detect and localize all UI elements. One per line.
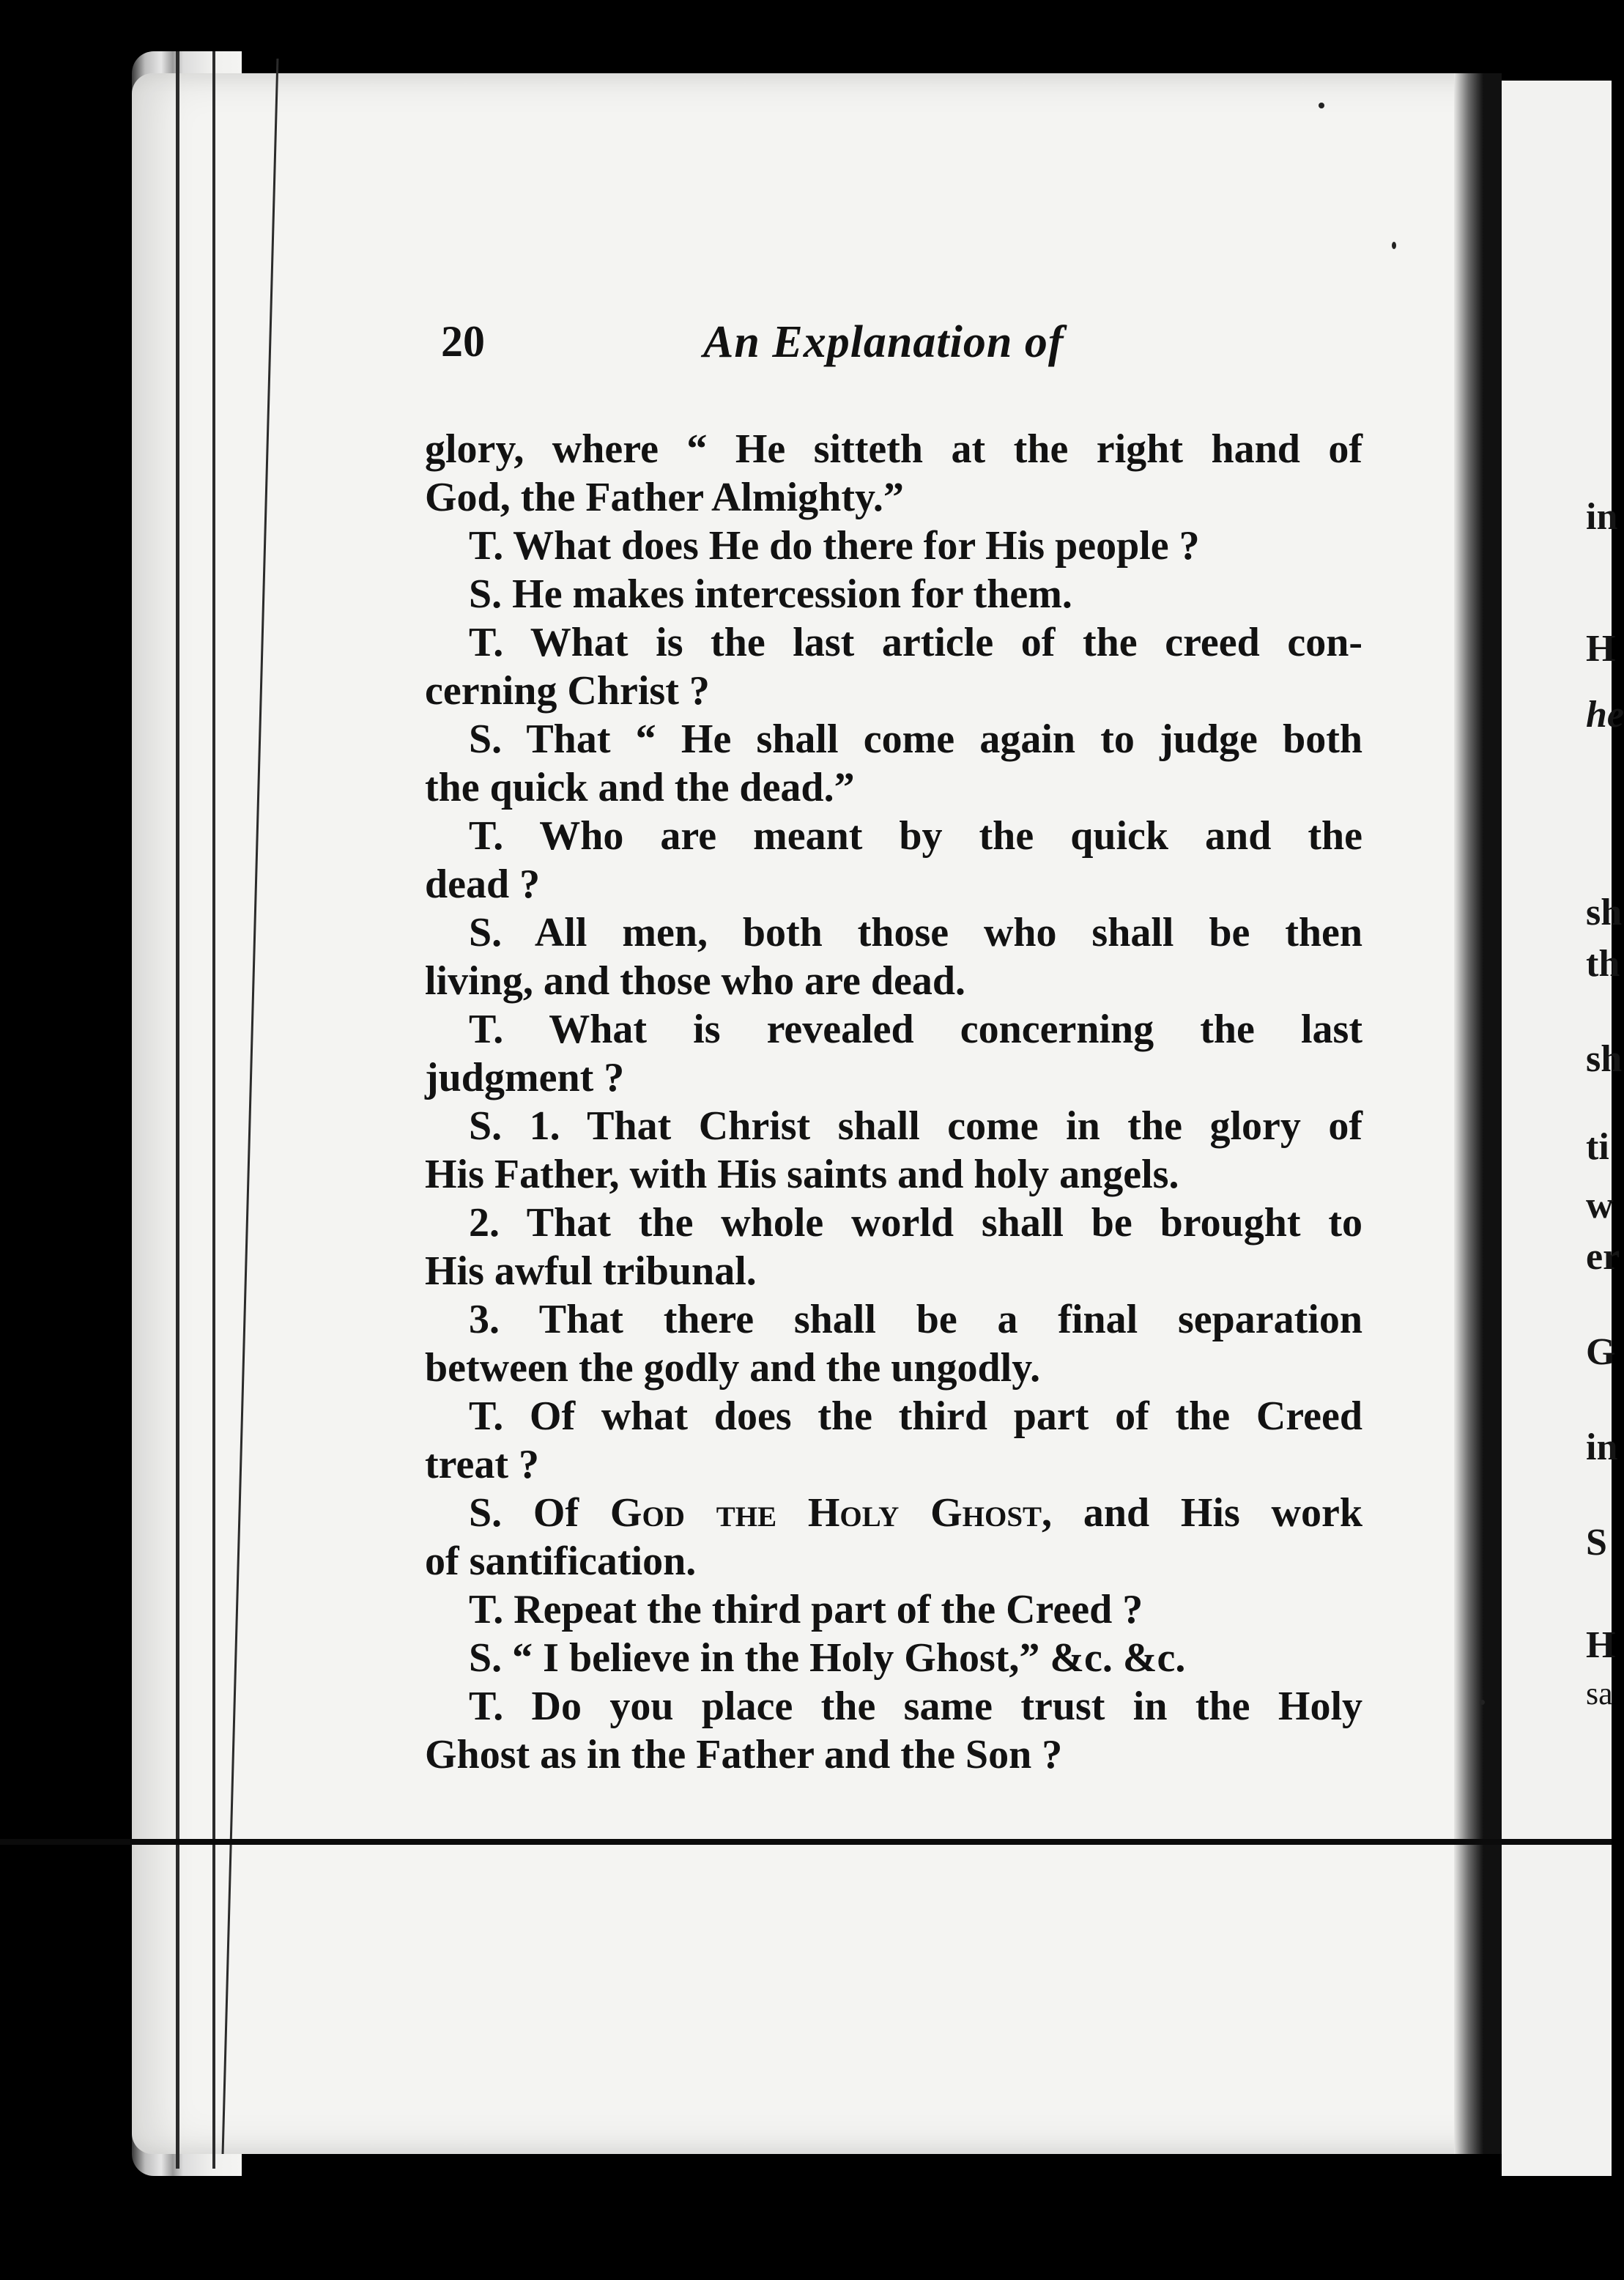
text-line: the quick and the dead.”	[425, 765, 855, 810]
facing-page-fragment: sa	[1586, 1676, 1613, 1711]
page-number: 20	[441, 317, 485, 366]
text-line: S. 1. That Christ shall come in the glory of	[469, 1103, 1362, 1149]
text-line: 2. That the whole world shall be brought to	[469, 1200, 1362, 1246]
text-line: T. Who are meant by the quick and the	[469, 813, 1362, 859]
text-line: 3. That there shall be a final separation	[469, 1297, 1362, 1342]
text-line: T. Do you place the same trust in the Holy	[469, 1684, 1362, 1729]
facing-page-fragment: sh	[1586, 1038, 1623, 1080]
text-line: treat ?	[425, 1442, 539, 1487]
text-line: S. All men, both those who shall be then	[469, 910, 1362, 955]
text-line: living, and those who are dead.	[425, 958, 965, 1004]
facing-page-fragment: H	[1586, 628, 1616, 670]
text-line: cerning Christ ?	[425, 668, 710, 714]
body-text	[425, 425, 1362, 1779]
text-line	[425, 1489, 1362, 1537]
text-line: S. He makes intercession for them.	[469, 571, 1072, 617]
text-line: dead ?	[425, 862, 541, 907]
facing-page-fragment: S	[1586, 1522, 1607, 1563]
text-line: S. “ I believe in the Holy Ghost,” &c. &c.	[469, 1635, 1186, 1681]
text-line: T. What does He do there for His people ?	[469, 523, 1200, 569]
small-caps-span: God the Holy Ghost	[609, 1490, 1042, 1536]
facing-page-fragment: ti	[1586, 1126, 1609, 1168]
text-span: , and His work	[1042, 1490, 1362, 1536]
text-line: S. That “ He shall come again to judge both	[469, 717, 1362, 762]
facing-page-fragment: in	[1586, 1426, 1618, 1468]
facing-page-fragment: th	[1586, 943, 1620, 985]
facing-page-fragment: w	[1586, 1185, 1614, 1226]
spine-edge-line	[176, 51, 179, 2169]
scan-frame-line	[0, 1839, 1612, 1845]
text-line: His Father, with His saints and holy angels.	[425, 1152, 1179, 1197]
text-line: T. What is revealed concerning the last	[469, 1007, 1362, 1052]
text-line: judgment ?	[425, 1055, 625, 1100]
text-span: S. Of	[469, 1490, 610, 1536]
ink-speck	[1480, 1700, 1485, 1705]
facing-page-fragment: H	[1586, 1624, 1616, 1666]
facing-page-fragment: G	[1586, 1331, 1616, 1373]
text-line: God, the Father Almighty.”	[425, 475, 904, 520]
ink-speck	[1392, 242, 1396, 249]
text-line: T. Repeat the third part of the Creed ?	[469, 1587, 1143, 1632]
text-line: T. Of what does the third part of the Creed	[469, 1393, 1362, 1439]
ink-speck	[1319, 103, 1324, 108]
text-line: glory, where “ He sitteth at the right hand of	[425, 426, 1362, 472]
text-line: Ghost as in the Father and the Son ?	[425, 1732, 1063, 1777]
text-line: T. What is the last article of the creed con-	[469, 620, 1362, 665]
running-title: An Explanation of	[703, 317, 1064, 367]
facing-page-fragment: sh	[1586, 892, 1623, 933]
text-line: between the godly and the ungodly.	[425, 1345, 1041, 1391]
text-line: His awful tribunal.	[425, 1248, 757, 1294]
facing-page-fragment: in	[1586, 496, 1618, 538]
facing-page-fragment: er	[1586, 1236, 1620, 1278]
text-line: of santification.	[425, 1539, 697, 1584]
spine-edge-line	[212, 51, 215, 2169]
facing-page-fragment: he	[1586, 694, 1624, 736]
